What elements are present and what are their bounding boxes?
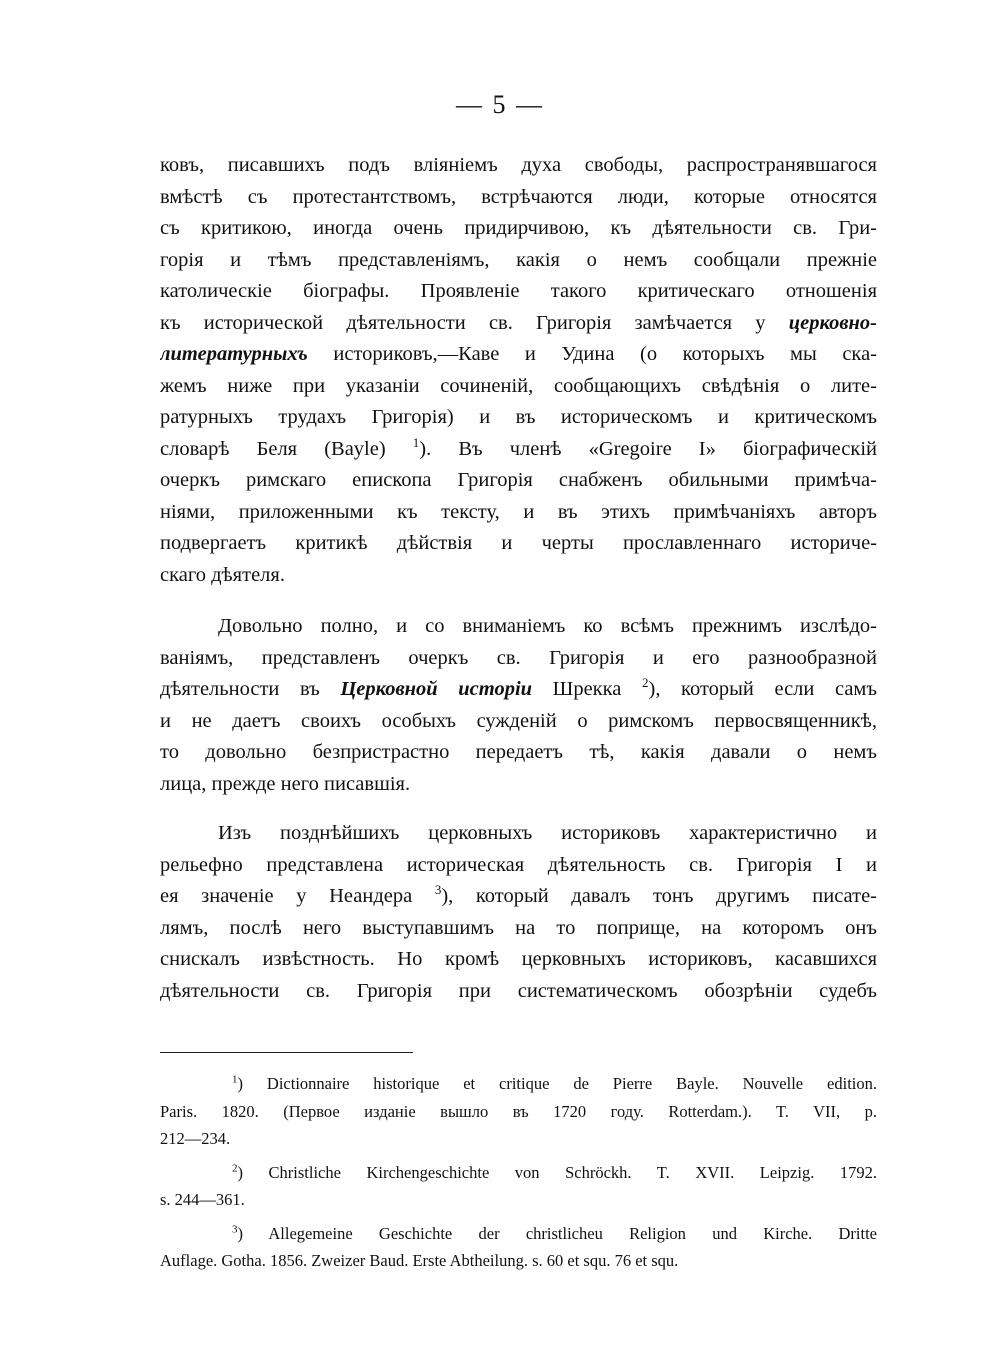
footnote-3 — [160, 1220, 877, 1275]
text-segment: ) Dictionnaire historique et critique de Pierre Bayle. Nouvelle edition. — [237, 1074, 877, 1093]
text-line: ніями, приложенными къ тексту, и въ этихъ примѣчаніяхъ авторъ — [160, 500, 877, 523]
text-line-composite — [160, 881, 877, 913]
footnote-ref[interactable]: 2 — [642, 675, 649, 691]
page-number: — 5 — — [456, 90, 544, 119]
footnote-divider — [160, 1052, 413, 1053]
footnote-1 — [160, 1070, 877, 1153]
text-line: подвергаетъ критикѣ дѣйствія и черты прославленнаго историче- — [160, 532, 877, 554]
text-segment: ), который если самъ — [648, 678, 877, 700]
text-line: скаго дѣятеля. — [160, 563, 285, 586]
text-line-composite — [160, 674, 877, 706]
italic-term: литературныхъ — [160, 343, 308, 365]
text-line: ваніямъ, представленъ очеркъ св. Григорія и его разнообразной — [160, 646, 877, 669]
text-line: снискалъ извѣстность. Но кромѣ церковныхъ историковъ, касавшихся — [160, 948, 877, 970]
text-line-composite — [160, 339, 877, 371]
footnote-ref[interactable]: 1 — [412, 434, 420, 450]
text-segment: дѣятельности въ — [160, 678, 320, 700]
text-segment: ) Allegemeine Geschichte der christlicheu Religion und Kirche. Dritte — [237, 1223, 877, 1243]
text-line-composite — [160, 434, 877, 466]
text-line: очеркъ римскаго епископа Григорія снабженъ обильными примѣча- — [160, 469, 877, 491]
text-line: вмѣстѣ съ протестантствомъ, встрѣчаются люди, которые относятся — [160, 185, 877, 208]
footnotes — [160, 1070, 877, 1281]
text-line: горія и тѣмъ представленіямъ, какія о немъ сообщали прежніе — [160, 248, 877, 271]
paragraph-2 — [160, 611, 877, 800]
text-line: католическіе біографы. Проявленіе такого критическаго отношенія — [160, 280, 877, 302]
text-segment: ), который давалъ тонъ другимъ писате- — [441, 885, 877, 907]
footnote-line — [160, 1159, 877, 1187]
footnote-line: 212—234. — [160, 1129, 231, 1148]
text-line: жемъ ниже при указаніи сочиненій, сообщающихъ свѣдѣнія о лите- — [160, 374, 877, 397]
footnote-mark: 1 — [232, 1073, 238, 1086]
footnote-line: Paris. 1820. (Первое изданіе вышло въ 1720 году. Rotterdam.). T. VII, p. — [160, 1101, 877, 1121]
text-line: рельефно представлена историческая дѣятельность св. Григорія I и — [160, 853, 877, 876]
text-segment: словарѣ Беля (Bayle) — [160, 437, 386, 460]
text-line: лямъ, послѣ него выступавшимъ на то поприще, на которомъ онъ — [160, 916, 877, 939]
text-segment: ея значеніе у Неандера — [160, 885, 413, 907]
italic-term: Церковной исторіи — [340, 678, 533, 700]
italic-term: церковно- — [788, 311, 877, 334]
footnote-ref[interactable]: 3 — [434, 882, 442, 898]
text-segment: къ исторической дѣятельности св. Григорія замѣчается у — [160, 311, 766, 334]
footnote-mark: 3 — [232, 1223, 238, 1235]
text-segment: ). Въ членѣ «Gregoire I» біографическій — [419, 437, 877, 460]
text-segment: историковъ,—Каве и Удина (о которыхъ мы ска- — [333, 343, 877, 365]
footnote-line — [160, 1220, 877, 1248]
text-line: и не даетъ своихъ особыхъ сужденій о римскомъ первосвященникѣ, — [160, 709, 877, 732]
text-line: ковъ, писавшихъ подъ вліяніемъ духа свободы, распространявшагося — [160, 154, 877, 176]
footnote-line — [160, 1070, 877, 1098]
text-line: ратурныхъ трудахъ Григорія) и въ историческомъ и критическомъ — [160, 406, 877, 428]
footnote-2 — [160, 1159, 877, 1214]
text-line: то довольно безпристрастно передаетъ тѣ, какія давали о немъ — [160, 741, 877, 763]
text-segment: ) Christliche Kirchengeschichte von Schröckh. T. XVII. Leipzig. 1792. — [237, 1162, 877, 1182]
footnote-line: s. 244—361. — [160, 1190, 245, 1209]
text-line: Изъ позднѣйшихъ церковныхъ историковъ характеристично и — [218, 822, 877, 844]
paragraph-3 — [160, 818, 877, 1007]
text-line: съ критикою, иногда очень придирчивою, къ дѣятельности св. Гри- — [160, 217, 877, 239]
text-line: лица, прежде него писавшія. — [160, 772, 411, 795]
footnote-mark: 2 — [232, 1162, 238, 1174]
text-line: дѣятельности св. Григорія при систематическомъ обозрѣніи судебъ — [160, 979, 877, 1002]
footnote-line: Auflage. Gotha. 1856. Zweizer Baud. Erste Abtheilung. s. 60 et squ. 76 et squ. — [160, 1251, 679, 1270]
text-line: Довольно полно, и со вниманіемъ ко всѣмъ прежнимъ изслѣдо- — [218, 615, 877, 637]
text-segment: Шрекка — [552, 678, 622, 700]
main-text — [160, 150, 877, 1007]
text-line-composite — [160, 308, 877, 340]
paragraph-1 — [160, 150, 877, 591]
